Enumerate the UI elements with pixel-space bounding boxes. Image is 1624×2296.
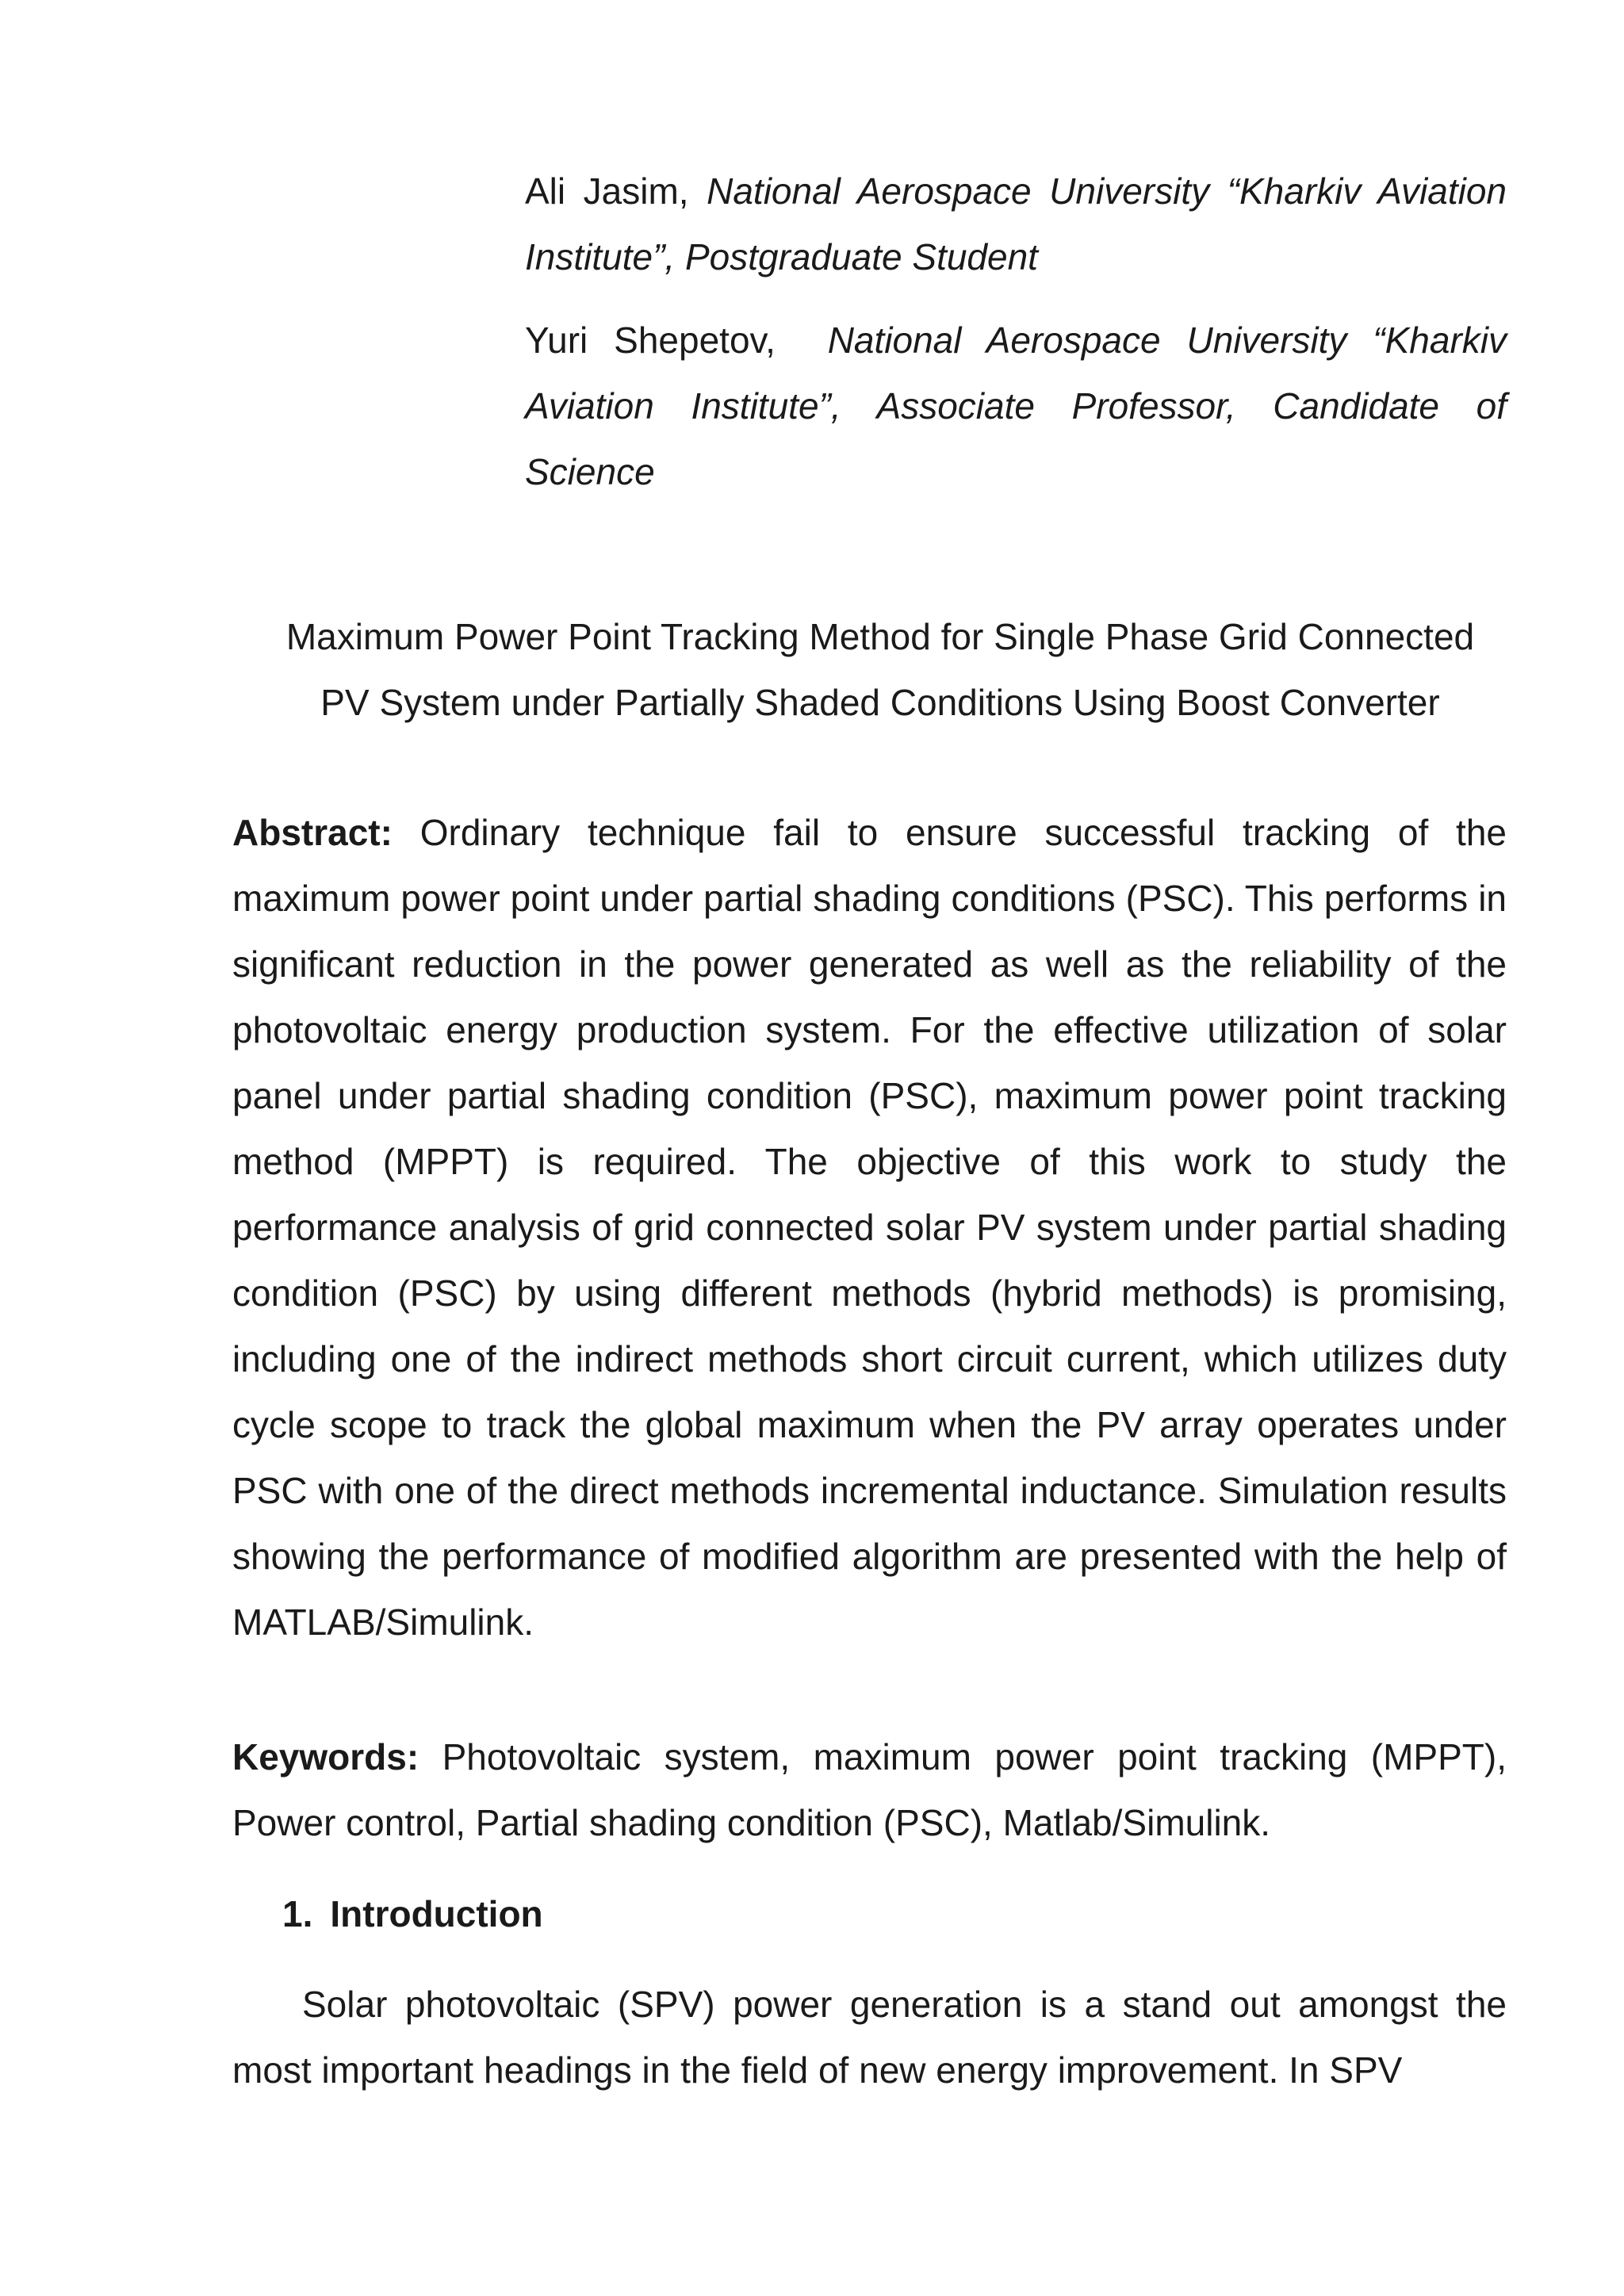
paper-title [190,604,1570,736]
author-name: Yuri Shepetov, [525,320,776,361]
section-heading-introduction [282,1881,543,1947]
title-line-2: PV System under Partially Shaded Conditions Using Boost Converter [320,682,1440,723]
section-number: 1. [282,1893,313,1934]
author-affiliation: National Aerospace University “Kharkiv Aviation Institute”, Associate Professor, Candidate of Science [525,320,1507,492]
abstract [232,800,1507,1655]
introduction-paragraph: Solar photovoltaic (SPV) power generation is a stand out amongst the most important headings in the field of new energy improvement. In SPV [232,1984,1507,2091]
keywords [232,1724,1507,1856]
keywords-label: Keywords: [232,1736,419,1777]
title-line-1: Maximum Power Point Tracking Method for Single Phase Grid Connected [285,616,1475,657]
abstract-label: Abstract: [232,812,393,853]
author-block [525,159,1507,522]
abstract-text: Ordinary technique fail to ensure successful tracking of the maximum power point under partial shading conditions (PSC). This performs in significant reduction in the power generated as well as the reliability of the photovoltaic energy production system. For the effective utilization of solar panel under partial shading condition (PSC), maximum power point tracking method (MPPT) is required. The objective of this work to study the performance analysis of grid connected solar PV system under partial shading condition (PSC) by using different methods (hybrid methods) is promising, including one of the indirect methods short circuit current, which utilizes duty cycle scope to track the global maximum when the PV array operates under PSC with one of the direct methods incremental inductance. Simulation results showing the performance of modified algorithm are presented with the help of MATLAB/Simulink. [232,812,1507,1643]
author-name: Ali Jasim, [525,170,689,212]
author-entry [525,308,1507,505]
keywords-text: Photovoltaic system, maximum power point tracking (MPPT), Power control, Partial shading condition (PSC), Matlab/Simulink. [232,1736,1507,1843]
author-affiliation: National Aerospace University “Kharkiv Aviation Institute”, Postgraduate Student [525,170,1507,277]
author-entry [525,159,1507,290]
section-title: Introduction [330,1893,543,1934]
